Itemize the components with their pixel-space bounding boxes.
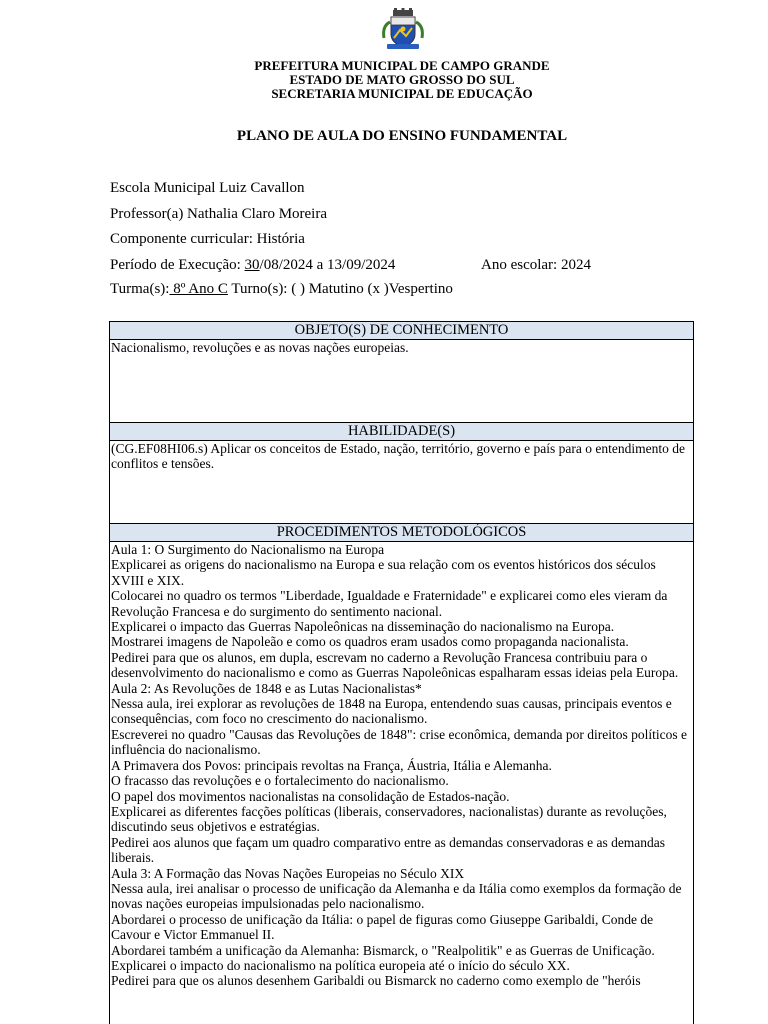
procedure-line: Explicarei o impacto do nacionalismo na política europeia até o início do século XX. bbox=[111, 957, 570, 973]
procedure-line: Colocarei no quadro os termos "Liberdade, Igualdade e Fraternidade" e explicarei como eles vieram da Revolução Francesa e do surgimento do sentimento nacional. bbox=[111, 588, 668, 619]
procedures-content bbox=[110, 542, 693, 989]
procedure-line: O fracasso das revoluções e o fortalecimento do nacionalismo. bbox=[111, 773, 449, 789]
header-line-1: PREFEITURA MUNICIPAL DE CAMPO GRANDE bbox=[254, 58, 550, 73]
procedure-line: Nessa aula, irei explorar as revoluções de 1848 na Europa, entendendo suas causas, principais eventos e consequências, com foco no crescimento do nacionalismo. bbox=[111, 696, 672, 727]
shift-options: Turno(s): ( ) Matutino (x )Vespertino bbox=[227, 281, 453, 297]
procedure-line: Aula 3: A Formação das Novas Nações Europeias no Século XIX bbox=[111, 865, 465, 881]
procedures-header: PROCEDIMENTOS METODOLÓGICOS bbox=[110, 523, 693, 542]
coat-of-arms-icon bbox=[380, 8, 426, 52]
class-value: 8º Ano C bbox=[169, 281, 228, 297]
objects-header: OBJETO(S) DE CONHECIMENTO bbox=[110, 322, 693, 340]
header-line-3: SECRETARIA MUNICIPAL DE EDUCAÇÃO bbox=[271, 86, 533, 101]
procedure-line: Pedirei aos alunos que façam um quadro comparativo entre as demandas conservadoras e as demandas liberais. bbox=[111, 834, 666, 866]
procedure-line: Pedirei para que os alunos, em dupla, escrevam no caderno a Revolução Francesa contribuiu para o desenvolvimento do nacionalismo e como as Guerras Napoleônicas espalharam essas ideias pela Europa. bbox=[111, 649, 679, 681]
procedure-line: O papel dos movimentos nacionalistas na consolidação de Estados-nação. bbox=[111, 788, 510, 804]
skills-content: (CG.EF08HI06.s) Aplicar os conceitos de Estado, nação, território, governo e país para o entendimento de conflitos e tensões. bbox=[111, 441, 685, 472]
header-line-2: ESTADO DE MATO GROSSO DO SUL bbox=[289, 72, 515, 87]
procedure-line: Abordarei o processo de unificação da Itália: o papel de figuras como Giuseppe Garibaldi, Conde de Cavour e Victor Emmanuel II. bbox=[111, 911, 654, 943]
lesson-plan-table bbox=[109, 321, 694, 1024]
page-title: PLANO DE AULA DO ENSINO FUNDAMENTAL bbox=[236, 128, 568, 144]
period-day: 30 bbox=[244, 257, 260, 273]
skills-header: HABILIDADE(S) bbox=[110, 422, 693, 441]
procedure-line: Explicarei as origens do nacionalismo na Europa e sua relação com os eventos históricos dos séculos XVIII e XIX. bbox=[111, 557, 656, 588]
objects-content: Nacionalismo, revoluções e as novas nações europeias. bbox=[111, 340, 409, 355]
procedure-line: Abordarei também a unificação da Alemanha: Bismarck, o "Realpolitik" e as Guerras de Unificação. bbox=[111, 942, 655, 958]
teacher-name: Professor(a) Nathalia Claro Moreira bbox=[110, 206, 328, 222]
execution-period bbox=[110, 256, 395, 274]
class-label: Turma(s): bbox=[110, 281, 170, 297]
procedure-line: Explicarei o impacto das Guerras Napoleônicas na disseminação do nacionalismo na Europa. bbox=[111, 619, 615, 635]
procedure-line: Explicarei as diferentes facções políticas (liberais, conservadores, nacionalistas) durante as revoluções, discutindo seus objetivos e estratégias. bbox=[111, 803, 667, 835]
procedure-line: Nessa aula, irei analisar o processo de unificação da Alemanha e da Itália como exemplos da formação de novas nações europeias impulsionadas pelo nacionalismo. bbox=[111, 880, 682, 912]
school-year: Ano escolar: 2024 bbox=[481, 257, 591, 273]
procedure-line: A Primavera dos Povos: principais revoltas na França, Áustria, Itália e Alemanha. bbox=[111, 757, 552, 773]
procedure-line: Aula 2: As Revoluções de 1848 e as Lutas Nacionalistas* bbox=[111, 680, 422, 696]
curricular-component: Componente curricular: História bbox=[110, 231, 305, 247]
class-shift bbox=[110, 280, 453, 298]
procedure-line: Pedirei para que os alunos desenhem Garibaldi ou Bismarck no caderno como exemplo de "heróis bbox=[111, 973, 641, 989]
procedure-line: Escreverei no quadro "Causas das Revoluções de 1848": crise econômica, demanda por direitos políticos e influência do nacionalismo. bbox=[111, 726, 687, 758]
period-label: Período de Execução: bbox=[110, 257, 245, 273]
procedure-line: Mostrarei imagens de Napoleão e como os quadros eram usados como propaganda nacionalista. bbox=[111, 634, 629, 650]
procedure-line: Aula 1: O Surgimento do Nacionalismo na Europa bbox=[111, 542, 385, 557]
school-name: Escola Municipal Luiz Cavallon bbox=[110, 180, 305, 196]
period-dates: /08/2024 a 13/09/2024 bbox=[259, 257, 396, 273]
